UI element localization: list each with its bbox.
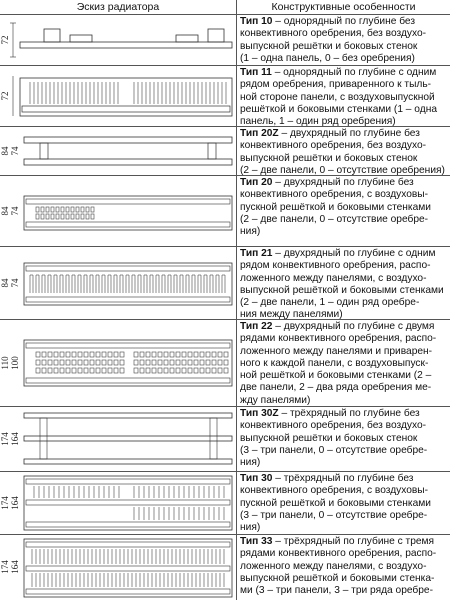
grille-slot: [212, 360, 216, 365]
grille-slot: [71, 214, 74, 219]
dimension-label: 164: [10, 432, 21, 446]
grille-slot: [46, 214, 49, 219]
grille-slot: [86, 207, 89, 212]
grille-slot: [102, 368, 106, 373]
grille-slot: [102, 360, 106, 365]
type-description: – двухрядный по глубине с одним рядом конвективного оребрения, распо- ложенного между панелями, с воздухо- выпускной решёткой и боковыми стенками (2 – две панели, 1 – один ряд оребре- ния между панелями): [240, 248, 444, 321]
grille-slot: [182, 352, 186, 357]
table-row: [0, 407, 450, 472]
grille-slot: [76, 214, 79, 219]
row-description: [240, 473, 446, 534]
grille-slot: [66, 214, 69, 219]
grille-slot: [182, 360, 186, 365]
grille-slot: [224, 360, 228, 365]
grille-slot: [158, 352, 162, 357]
row-description: [240, 16, 446, 65]
grille-slot: [206, 360, 210, 365]
table-row: [0, 127, 450, 176]
grille-slot: [36, 352, 40, 357]
grille-slot: [206, 352, 210, 357]
grille-slot: [72, 352, 76, 357]
row-description: [240, 177, 446, 238]
grille-slot: [176, 352, 180, 357]
grille-slot: [81, 214, 84, 219]
table-row: [0, 472, 450, 535]
grille-slot: [194, 368, 198, 373]
type-name: Тип 10: [240, 16, 273, 27]
grille-slot: [90, 360, 94, 365]
grille-slot: [90, 352, 94, 357]
type-description: – однорядный по глубине без конвективного оребрения, без воздухо- выпускной решётки и боковых стенок (1 – одна панель, 0 – без оребрения): [240, 16, 427, 64]
grille-slot: [164, 352, 168, 357]
grille-slot: [42, 360, 46, 365]
type-description: – трёхрядный по глубине без конвективного оребрения, без воздухо- выпускной решётки и боковых стенок (3 – три панели, 0 – отсутствие оребре- ния): [240, 408, 428, 469]
grille-slot: [134, 352, 138, 357]
grille-slot: [60, 360, 64, 365]
radiator-sketch: [0, 407, 236, 471]
grille-slot: [46, 207, 49, 212]
grille-slot: [108, 352, 112, 357]
grille-slot: [200, 368, 204, 373]
grille-slot: [61, 207, 64, 212]
type-description: – однорядный по глубине с одним рядом оребрения, приваренного к тыль- ной стороне панели, с воздуховыпускной решёткой и боковыми стенками (1 – одна панель, 1 – один ряд оребрения): [240, 67, 437, 128]
grille-slot: [61, 214, 64, 219]
table-row: [0, 320, 450, 407]
type-name: Тип 30Z: [240, 408, 279, 419]
grille-slot: [48, 352, 52, 357]
grille-slot: [51, 207, 54, 212]
grille-slot: [146, 368, 150, 373]
grille-slot: [200, 352, 204, 357]
radiator-sketch: [0, 127, 236, 175]
type-name: Тип 20Z: [240, 128, 279, 139]
row-description: [240, 408, 446, 469]
grille-slot: [140, 352, 144, 357]
grille-slot: [140, 368, 144, 373]
dimension-label: 84: [0, 146, 11, 156]
grille-slot: [212, 352, 216, 357]
grille-slot: [152, 368, 156, 373]
grille-slot: [54, 352, 58, 357]
dimension-label: 174: [0, 560, 11, 574]
grille-slot: [96, 360, 100, 365]
type-description: – двухрядный по глубине с двумя рядами конвективного оребрения, распо- ложенного между панелями и приварен- ного к каждой панели, с воздуховыпуск- ной решёткой и боковыми стенками (2 – две панели, 2 – два ряда оребрения ме- жду панелями): [240, 321, 437, 406]
grille-slot: [188, 360, 192, 365]
grille-slot: [188, 352, 192, 357]
header-features: Конструктивные особенности: [271, 1, 416, 13]
dimension-label: 100: [10, 356, 21, 370]
grille-slot: [66, 368, 70, 373]
grille-slot: [51, 214, 54, 219]
grille-slot: [108, 360, 112, 365]
grille-slot: [212, 368, 216, 373]
grille-slot: [114, 352, 118, 357]
grille-slot: [176, 360, 180, 365]
table-row: [0, 176, 450, 247]
grille-slot: [140, 360, 144, 365]
dimension-label: 74: [10, 278, 21, 288]
grille-slot: [194, 352, 198, 357]
grille-slot: [170, 352, 174, 357]
dimension-label: 72: [0, 91, 11, 101]
grille-slot: [36, 368, 40, 373]
grille-slot: [120, 368, 124, 373]
grille-slot: [72, 360, 76, 365]
radiator-sketch: [0, 472, 236, 534]
dimension-label: 174: [0, 496, 11, 510]
dimension-label: 174: [0, 432, 11, 446]
dimension-label: 164: [10, 496, 21, 510]
dimension-label: 84: [0, 206, 11, 216]
grille-slot: [152, 360, 156, 365]
grille-slot: [158, 360, 162, 365]
grille-slot: [84, 368, 88, 373]
table-row: [0, 15, 450, 66]
grille-slot: [66, 207, 69, 212]
grille-slot: [182, 368, 186, 373]
grille-slot: [120, 352, 124, 357]
grille-slot: [134, 368, 138, 373]
radiator-sketch: [0, 247, 236, 319]
grille-slot: [54, 360, 58, 365]
grille-slot: [218, 368, 222, 373]
radiator-sketch: [0, 15, 236, 65]
grille-slot: [78, 368, 82, 373]
grille-slot: [60, 368, 64, 373]
grille-slot: [81, 207, 84, 212]
table-row: [0, 535, 450, 600]
grille-slot: [218, 352, 222, 357]
type-description: – трёхрядный по глубине без конвективного оребрения, с воздуховы- пускной решёткой и боковыми стенками (3 – три панели, 0 – отсутствие оребре- ния): [240, 473, 431, 534]
dimension-label: 164: [10, 560, 21, 574]
dimension-label: 110: [0, 356, 11, 370]
type-name: Тип 21: [240, 248, 273, 259]
header-sketch: Эскиз радиатора: [76, 1, 160, 13]
grille-slot: [164, 360, 168, 365]
grille-slot: [71, 207, 74, 212]
grille-slot: [114, 360, 118, 365]
type-description: – двухрядный по глубине без конвективного оребрения, без воздухо- выпускной решётки и боковых стенок (2 – две панели, 0 – отсутствие оребрения): [240, 128, 445, 176]
grille-slot: [170, 368, 174, 373]
grille-slot: [96, 368, 100, 373]
grille-slot: [102, 352, 106, 357]
grille-slot: [146, 352, 150, 357]
grille-slot: [200, 360, 204, 365]
radiator-sketch: [0, 535, 236, 600]
grille-slot: [91, 214, 94, 219]
grille-slot: [206, 368, 210, 373]
row-description: [240, 128, 446, 177]
grille-slot: [134, 360, 138, 365]
radiator-sketch: [0, 66, 236, 126]
grille-slot: [152, 352, 156, 357]
grille-slot: [86, 214, 89, 219]
grille-slot: [164, 368, 168, 373]
grille-slot: [36, 360, 40, 365]
type-name: Тип 11: [240, 67, 272, 78]
grille-slot: [84, 360, 88, 365]
type-description: – трёхрядный по глубине с тремя рядами конвективного оребрения, распо- ложенного между панелями, с воздухо- выпускной решёткой и боковыми стенка- ми (3 – три панели, 3 – три ряда оребре-: [240, 536, 437, 597]
grille-slot: [84, 352, 88, 357]
type-name: Тип 22: [240, 321, 273, 332]
grille-slot: [108, 368, 112, 373]
grille-slot: [41, 207, 44, 212]
grille-slot: [54, 368, 58, 373]
grille-slot: [90, 368, 94, 373]
dimension-label: 72: [0, 35, 11, 45]
grille-slot: [218, 360, 222, 365]
grille-slot: [224, 368, 228, 373]
grille-slot: [60, 352, 64, 357]
row-description: [240, 536, 446, 597]
grille-slot: [170, 360, 174, 365]
grille-slot: [78, 352, 82, 357]
grille-slot: [66, 352, 70, 357]
grille-slot: [91, 207, 94, 212]
grille-slot: [78, 360, 82, 365]
type-description: – двухрядный по глубине без конвективного оребрения, с воздуховы- пускной решёткой и боковыми стенками (2 – две панели, 0 – отсутствие оребре- ния): [240, 177, 431, 238]
dimension-label: 74: [10, 146, 21, 156]
table-row: [0, 247, 450, 320]
type-name: Тип 20: [240, 177, 273, 188]
grille-slot: [42, 368, 46, 373]
grille-slot: [224, 352, 228, 357]
grille-slot: [120, 360, 124, 365]
row-description: [240, 248, 446, 322]
grille-slot: [194, 360, 198, 365]
grille-slot: [56, 207, 59, 212]
grille-slot: [72, 368, 76, 373]
type-name: Тип 33: [240, 536, 273, 547]
table-header: [0, 0, 450, 15]
grille-slot: [114, 368, 118, 373]
grille-slot: [48, 360, 52, 365]
grille-slot: [188, 368, 192, 373]
table-row: [0, 66, 450, 127]
grille-slot: [76, 207, 79, 212]
grille-slot: [36, 207, 39, 212]
radiator-sketch: [0, 176, 236, 246]
grille-slot: [96, 352, 100, 357]
dimension-label: 74: [10, 206, 21, 216]
dimension-label: 84: [0, 278, 11, 288]
grille-slot: [41, 214, 44, 219]
type-name: Тип 30: [240, 473, 273, 484]
grille-slot: [42, 352, 46, 357]
grille-slot: [56, 214, 59, 219]
grille-slot: [158, 368, 162, 373]
grille-slot: [146, 360, 150, 365]
grille-slot: [48, 368, 52, 373]
radiator-sketch: [0, 320, 236, 406]
grille-slot: [36, 214, 39, 219]
grille-slot: [66, 360, 70, 365]
row-description: [240, 321, 446, 407]
grille-slot: [176, 368, 180, 373]
row-description: [240, 67, 446, 128]
